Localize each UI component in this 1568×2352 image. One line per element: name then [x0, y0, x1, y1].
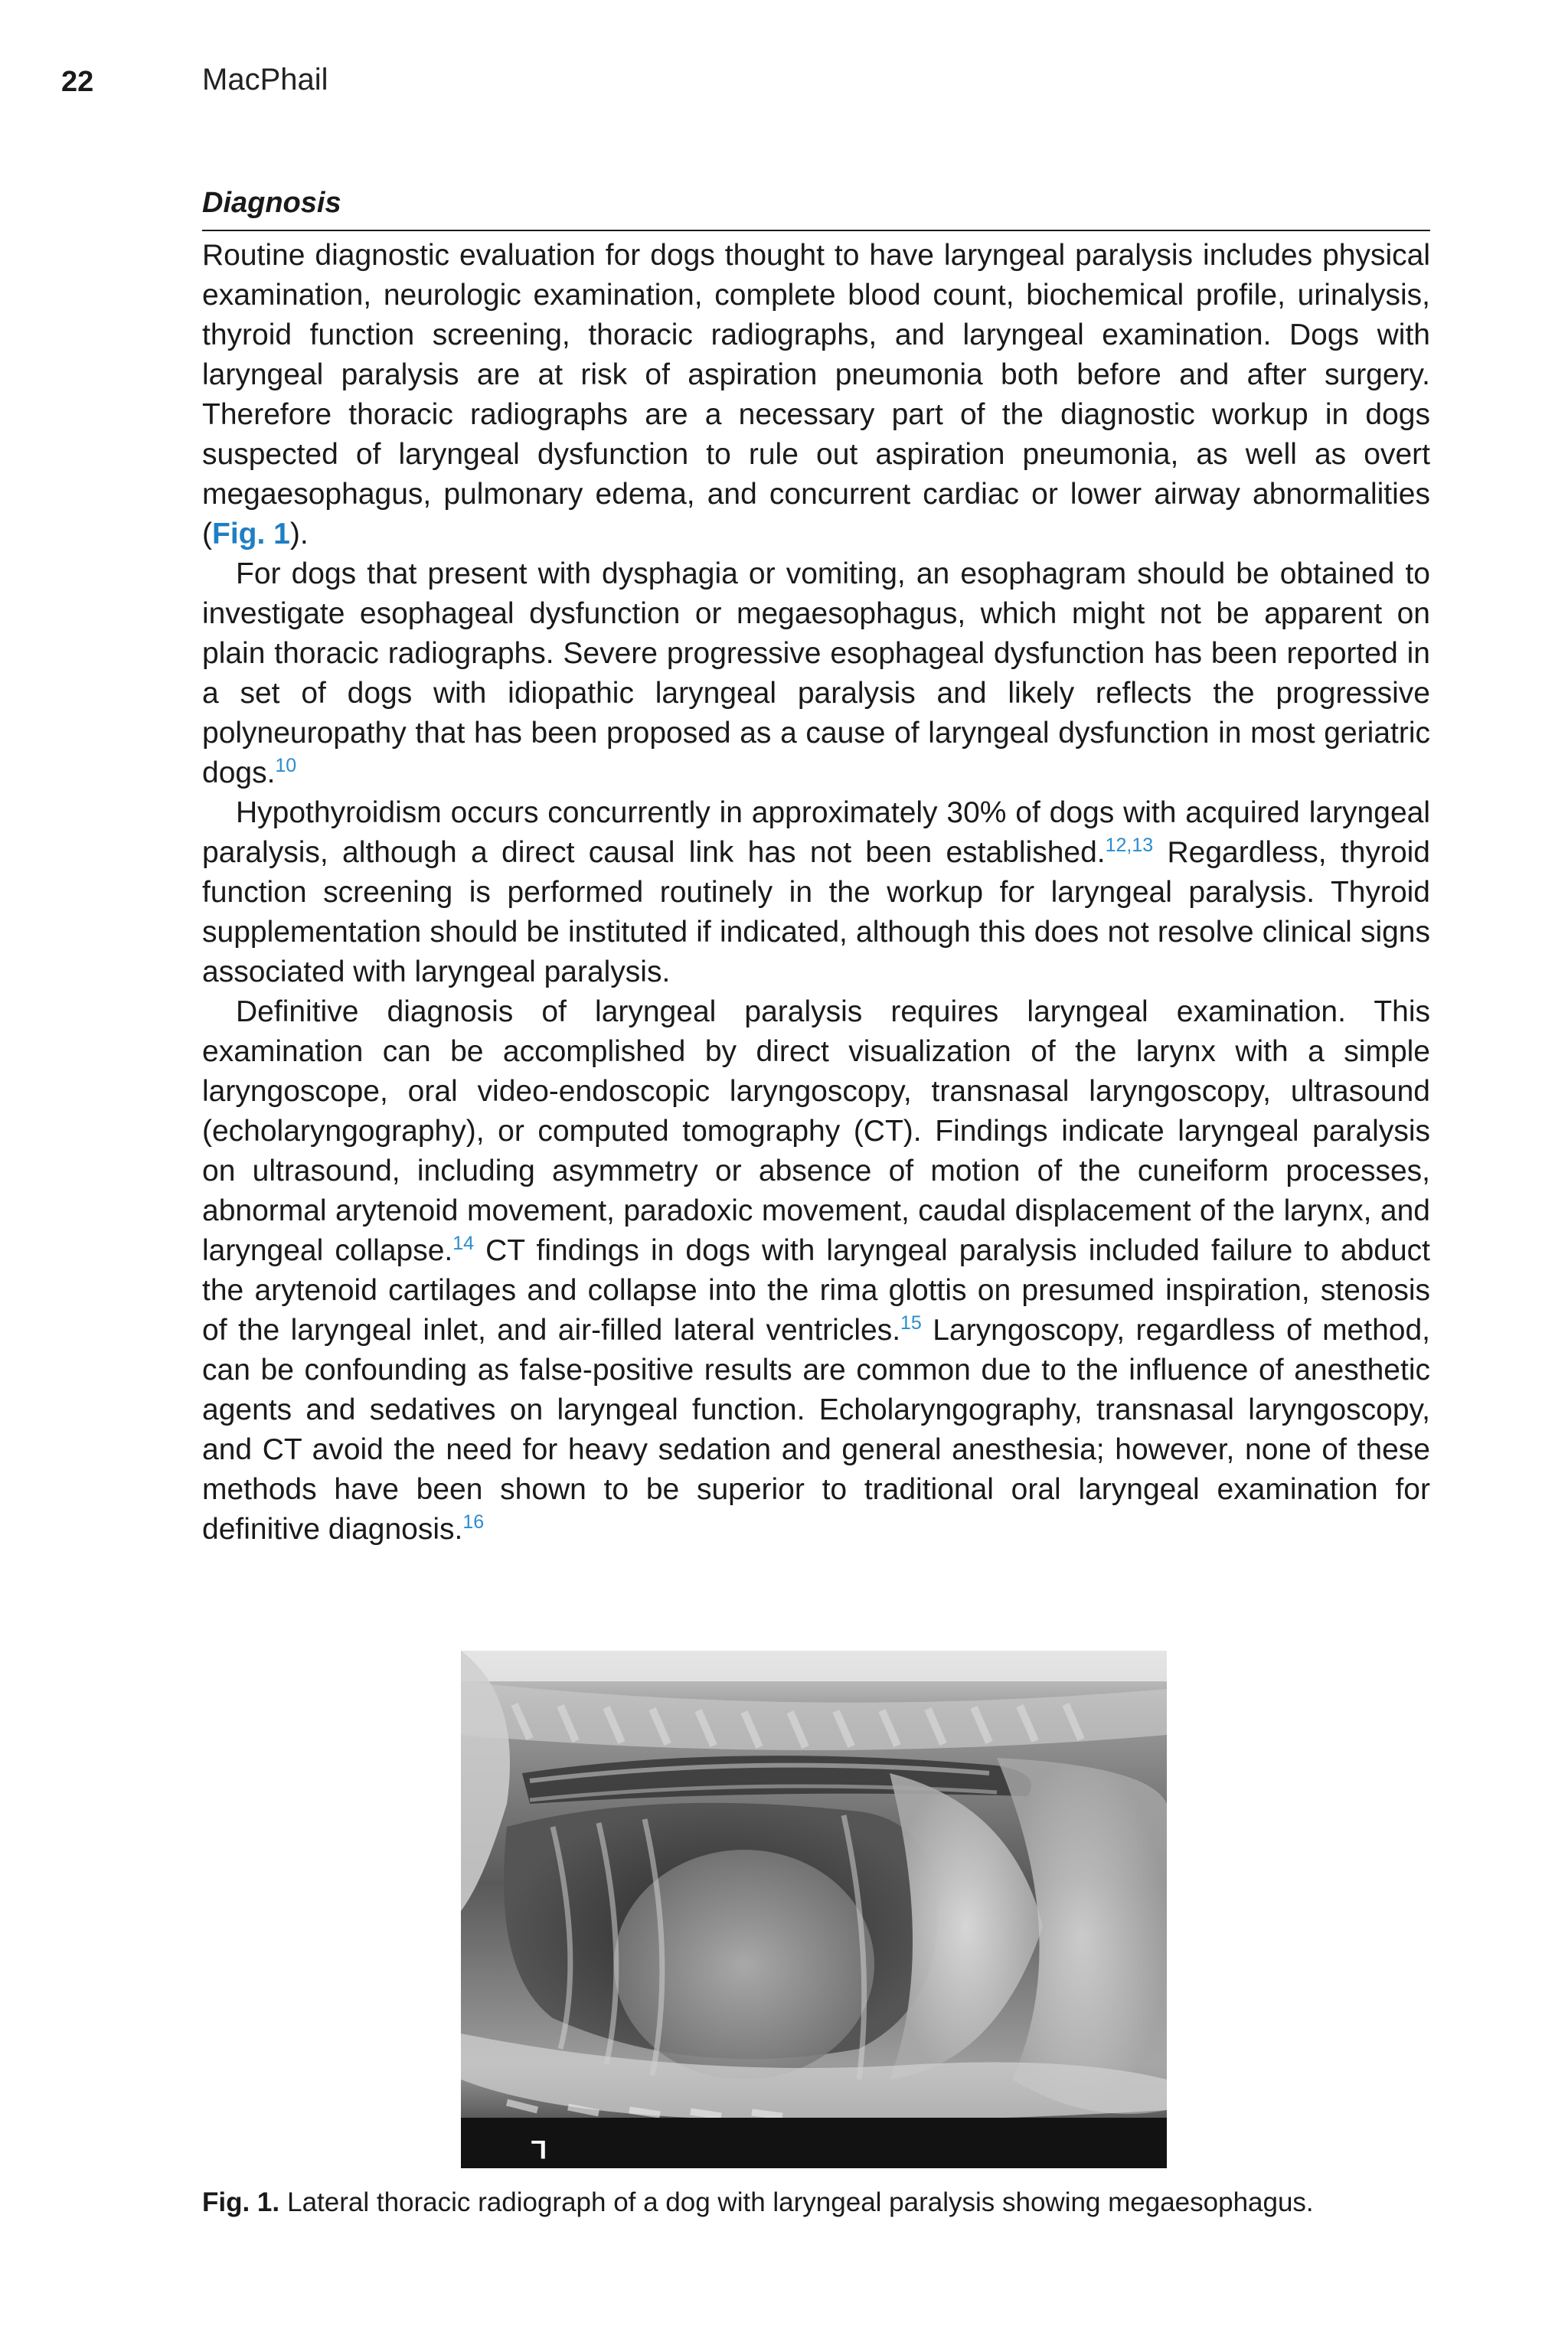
paragraph-2	[202, 554, 1430, 793]
figure-link[interactable]: Fig. 1	[212, 518, 290, 550]
body-text	[202, 236, 1430, 1550]
reference-link[interactable]: 10	[275, 755, 297, 776]
caption-text: Lateral thoracic radiograph of a dog with laryngeal paralysis showing megaesophagus.	[287, 2187, 1314, 2217]
heading-rule	[202, 230, 1430, 231]
paragraph-text: Routine diagnostic evaluation for dogs thought to have laryngeal paralysis includes physical examination, neurologic examination, complete blood count, biochemical profile, urinalysis, thyroid function screening, thoracic radiographs, and laryngeal examination. Dogs with laryngeal paralysis are at risk of aspiration pneumonia both before and after surgery. Therefore thoracic radiographs are a necessary part of the diagnostic workup in dogs suspected of laryngeal dysfunction to rule out aspiration pneumonia, as well as overt megaesophagus, pulmonary edema, and concurrent cardiac or lower airway abnormalities (	[202, 239, 1430, 550]
paragraph-text: Hypothyroidism occurs concurrently in approximately 30% of dogs with acquired laryngeal paralysis, although a direct causal link has not been established.	[202, 796, 1430, 869]
running-head: MacPhail	[202, 63, 328, 96]
paragraph-text: Regardless, thyroid function screening is performed routinely in the workup for laryngeal paralysis. Thyroid supplementation should be instituted if indicated, although this does not resolve clinical signs associated with laryngeal paralysis.	[202, 836, 1430, 988]
figure-label: Fig. 1.	[202, 2187, 280, 2217]
radiograph-image	[461, 1651, 1167, 2168]
reference-link[interactable]: 14	[452, 1233, 475, 1254]
figure-caption	[202, 2185, 1430, 2220]
paragraph-text: Definitive diagnosis of laryngeal paralysis requires laryngeal examination. This examination can be accomplished by direct visualization of the larynx with a simple laryngoscope, oral video-endoscopic laryngoscopy, transnasal laryngoscopy, ultrasound (echolaryngography), or computed tomography (CT). Findings indicate laryngeal paralysis on ultrasound, including asymmetry or absence of motion of the cuneiform processes, abnormal arytenoid movement, paradoxic movement, caudal displacement of the larynx, and laryngeal collapse.	[202, 995, 1430, 1267]
reference-link[interactable]: 16	[462, 1511, 485, 1533]
paragraph-text: Laryngoscopy, regardless of method, can be confounding as false-positive results are common due to the influence of anesthetic agents and sedatives on laryngeal function. Echolaryngography, transnasal laryngoscopy, and CT avoid the need for heavy sedation and general anesthesia; however, none of these methods have been shown to be superior to traditional oral laryngeal examination for definitive diagnosis.	[202, 1314, 1430, 1546]
reference-link[interactable]: 15	[900, 1312, 922, 1334]
paragraph-3	[202, 793, 1430, 992]
radiograph-drawing	[461, 1651, 1167, 2168]
paragraph-text: CT findings in dogs with laryngeal paralysis included failure to abduct the arytenoid cartilages and collapse into the rima glottis on presumed inspiration, stenosis of the laryngeal inlet, and air-filled lateral ventricles.	[202, 1234, 1431, 1347]
section-heading: Diagnosis	[202, 187, 341, 219]
page-number: 22	[61, 66, 94, 98]
paragraph-text: For dogs that present with dysphagia or vomiting, an esophagram should be obtained to investigate esophageal dysfunction or megaesophagus, which might not be apparent on plain thoracic radiographs. Severe progressive esophageal dysfunction has been reported in a set of dogs with idiopathic laryngeal paralysis and likely reflects the progressive polyneuropathy that has been proposed as a cause of laryngeal dysfunction in most geriatric dogs.	[202, 557, 1430, 789]
reference-link[interactable]: 12,13	[1105, 835, 1154, 856]
paragraph-text: ).	[289, 518, 309, 550]
paragraph-4	[202, 992, 1430, 1550]
paragraph-1	[202, 236, 1430, 554]
laterality-marker: L	[531, 2135, 547, 2164]
